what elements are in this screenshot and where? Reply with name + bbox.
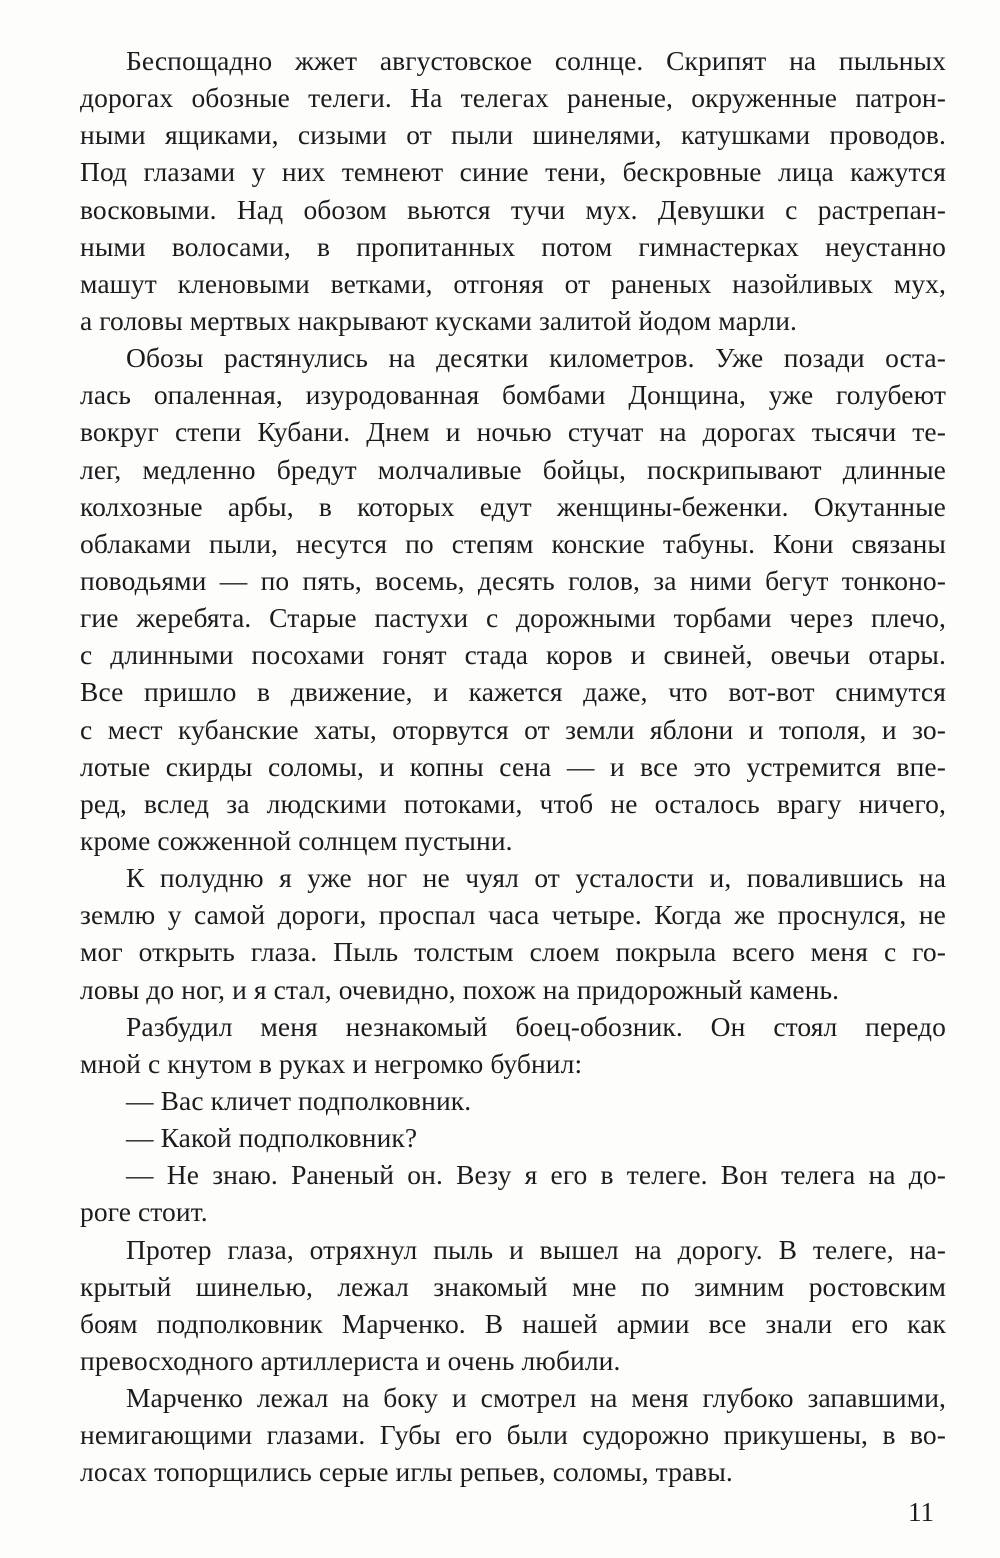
text-line: ными ящиками, сизыми от пыли шинелями, катушками проводов. xyxy=(80,119,946,151)
text-line: Протер глаза, отряхнул пыль и вышел на дорогу. В телеге, на- xyxy=(126,1233,946,1265)
text-line: лотые скирды соломы, и копны сена — и все это устремится впе- xyxy=(80,750,946,782)
text-line: боям подполковник Марченко. В нашей армии все знали его как xyxy=(80,1307,946,1339)
dialogue-line-3 xyxy=(80,1156,946,1230)
text-line: машут кленовыми ветками, отгоняя от раненых назойливых мух, xyxy=(80,267,946,299)
paragraph-2 xyxy=(80,339,946,859)
text-line: лась опаленная, изуродованная бомбами Донщина, уже голубеют xyxy=(80,379,946,411)
text-line: землю у самой дороги, проспал часа четыре. Когда же проснулся, не xyxy=(80,899,946,931)
text-line: — Какой подполковник? xyxy=(126,1122,418,1154)
paragraph-3 xyxy=(80,859,946,1008)
text-line: поводьями — по пять, восемь, десять голов, за ними бегут тонконо- xyxy=(80,564,946,596)
text-line: ред, вслед за людскими потоками, чтоб не осталось врагу ничего, xyxy=(80,787,946,819)
text-line: К полудню я уже ног не чуял от усталости и, повалившись на xyxy=(126,862,946,894)
text-line: гие жеребята. Старые пастухи с дорожными торбами через плечо, xyxy=(80,602,946,634)
body-text xyxy=(80,42,946,1490)
text-line: Разбудил меня незнакомый боец-обозник. Он стоял передо xyxy=(126,1010,946,1042)
text-line: восковыми. Над обозом вьются тучи мух. Девушки с растрепан- xyxy=(80,193,946,225)
page-number: 11 xyxy=(908,1497,934,1527)
text-line: Все пришло в движение, и кажется даже, что вот-вот снимутся xyxy=(80,676,946,708)
text-line: мог открыть глаза. Пыль толстым слоем покрыла всего меня с го- xyxy=(80,936,946,968)
text-line: Под глазами у них темнеют синие тени, бескровные лица кажутся xyxy=(80,156,946,188)
text-line: ловы до ног, и я стал, очевидно, похож на придорожный камень. xyxy=(80,973,840,1005)
paragraph-4 xyxy=(80,1008,946,1082)
text-line: немигающими глазами. Губы его были судорожно прикушены, в во- xyxy=(80,1419,946,1451)
text-line: колхозные арбы, в которых едут женщины-беженки. Окутанные xyxy=(80,490,946,522)
paragraph-6 xyxy=(80,1379,946,1490)
text-line: лосах топорщились серые иглы репьев, соломы, травы. xyxy=(80,1456,733,1488)
paragraph-1 xyxy=(80,42,946,339)
text-line: — Вас кличет подполковник. xyxy=(126,1084,472,1116)
text-line: а головы мертвых накрывают кусками залитой йодом марли. xyxy=(80,304,797,336)
text-line: превосходного артиллериста и очень любили. xyxy=(80,1344,621,1376)
text-line: мной с кнутом в руках и негромко бубнил: xyxy=(80,1047,583,1079)
dialogue-line-1 xyxy=(80,1082,946,1119)
text-line: ными волосами, в пропитанных потом гимнастерках неустанно xyxy=(80,230,946,262)
text-line: лег, медленно бредут молчаливые бойцы, поскрипывают длинные xyxy=(80,453,946,485)
text-line: крытый шинелью, лежал знакомый мне по зимним ростовским xyxy=(80,1270,946,1302)
text-line: роге стоит. xyxy=(80,1196,208,1228)
text-line: Обозы растянулись на десятки километров. Уже позади оста- xyxy=(126,342,946,374)
paragraph-5 xyxy=(80,1231,946,1380)
dialogue-line-2 xyxy=(80,1119,946,1156)
text-line: вокруг степи Кубани. Днем и ночью стучат на дорогах тысячи те- xyxy=(80,416,946,448)
text-line: с мест кубанские хаты, оторвутся от земли яблони и тополя, и зо- xyxy=(80,713,946,745)
text-line: Беспощадно жжет августовское солнце. Скрипят на пыльных xyxy=(126,45,946,76)
text-line: кроме сожженной солнцем пустыни. xyxy=(80,824,513,856)
text-line: Марченко лежал на боку и смотрел на меня глубоко запавшими, xyxy=(126,1382,946,1414)
text-line: с длинными посохами гонят стада коров и свиней, овечьи отары. xyxy=(80,639,946,671)
text-line: — Не знаю. Раненый он. Везу я его в телеге. Вон телега на до- xyxy=(126,1159,946,1191)
text-line: дорогах обозные телеги. На телегах раненые, окруженные патрон- xyxy=(80,82,946,114)
text-line: облаками пыли, несутся по степям конские табуны. Кони связаны xyxy=(80,527,946,559)
